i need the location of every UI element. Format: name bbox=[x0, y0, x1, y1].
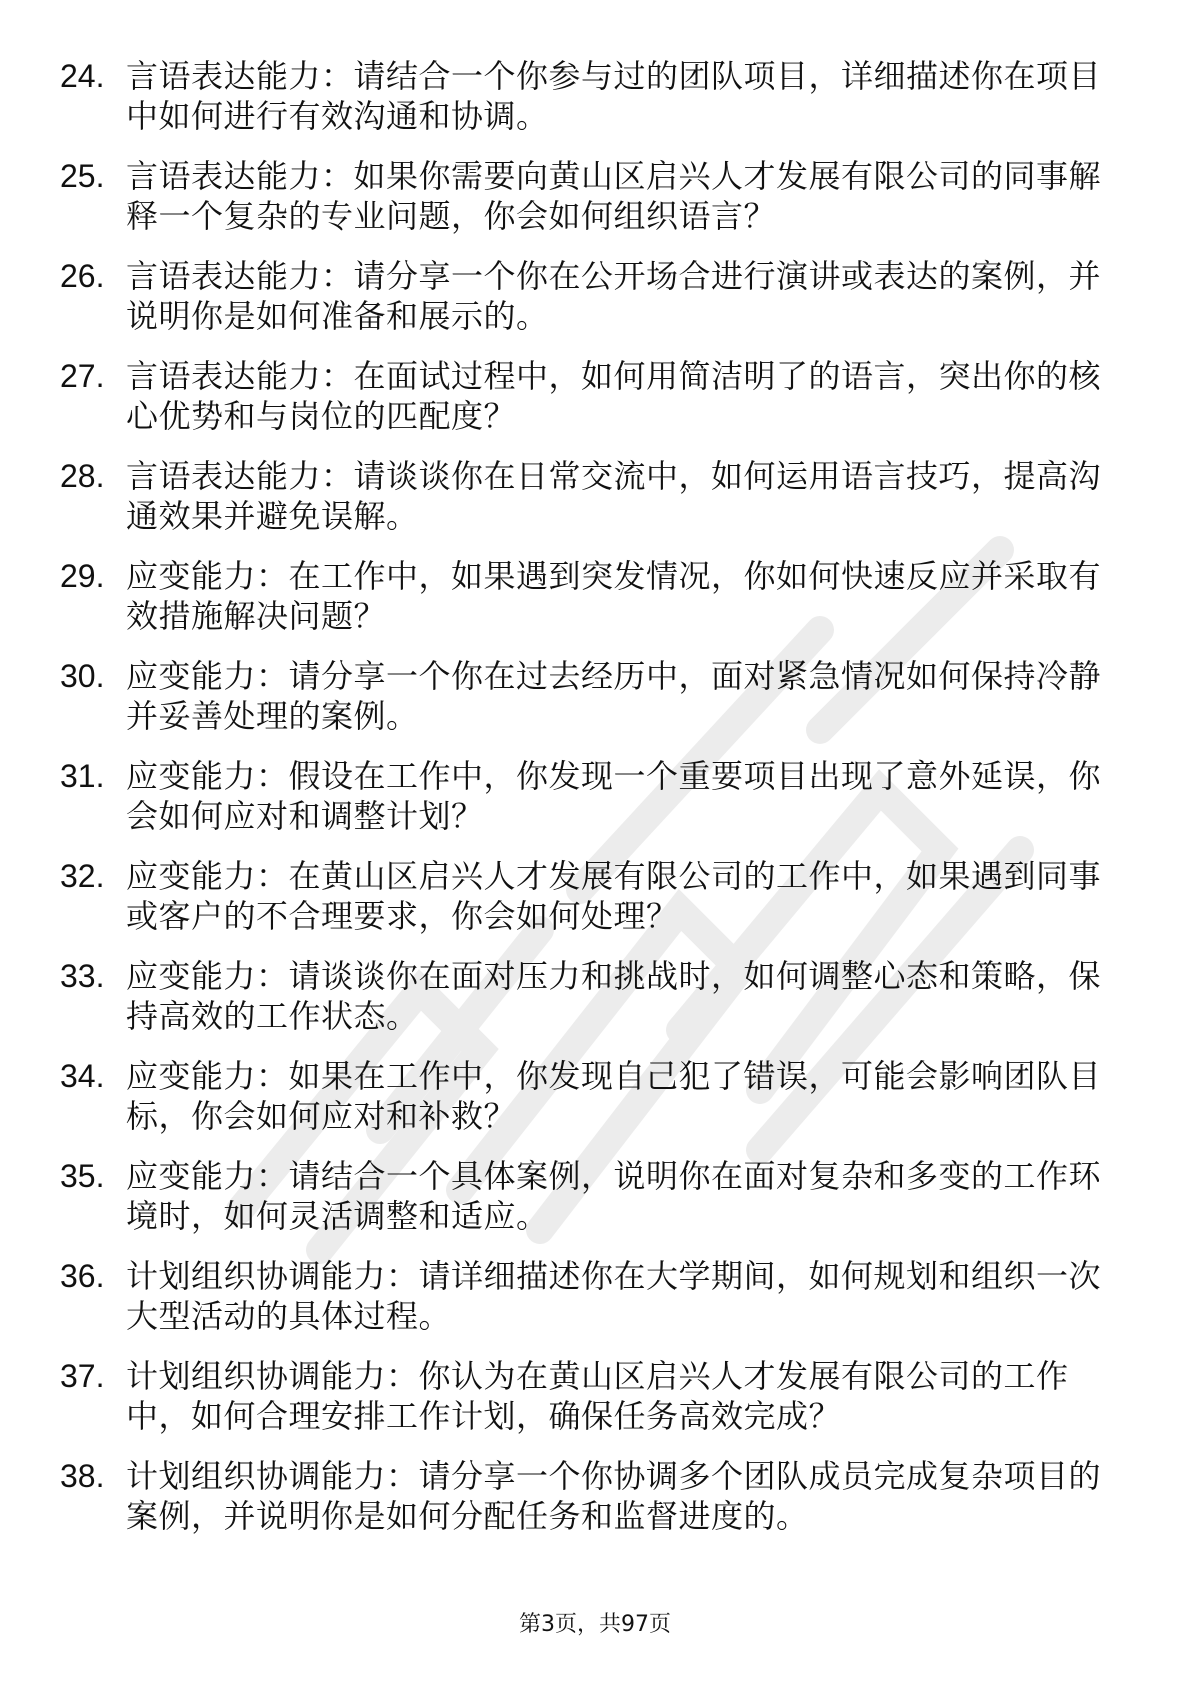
question-number: 34. bbox=[60, 1058, 105, 1094]
question-text: 计划组织协调能力：请分享一个你协调多个团队成员完成复杂项目的案例，并说明你是如何分配任务和监督进度的。 bbox=[126, 1457, 1102, 1535]
question-text: 应变能力：在黄山区启兴人才发展有限公司的工作中，如果遇到同事或客户的不合理要求，你会如何处理？ bbox=[126, 857, 1102, 935]
question-text: 应变能力：请结合一个具体案例，说明你在面对复杂和多变的工作环境时，如何灵活调整和适应。 bbox=[126, 1157, 1102, 1235]
question-number: 33. bbox=[60, 958, 105, 994]
question-text: 言语表达能力：请分享一个你在公开场合进行演讲或表达的案例，并说明你是如何准备和展示的。 bbox=[126, 257, 1102, 335]
question-number: 27. bbox=[60, 358, 105, 394]
question-item bbox=[60, 252, 1120, 352]
question-text: 计划组织协调能力：请详细描述你在大学期间，如何规划和组织一次大型活动的具体过程。 bbox=[126, 1257, 1102, 1335]
question-text: 言语表达能力：如果你需要向黄山区启兴人才发展有限公司的同事解释一个复杂的专业问题，你会如何组织语言？ bbox=[126, 157, 1102, 235]
question-text: 应变能力：如果在工作中，你发现自己犯了错误，可能会影响团队目标，你会如何应对和补救？ bbox=[126, 1057, 1102, 1135]
question-number: 37. bbox=[60, 1358, 105, 1394]
question-number: 25. bbox=[60, 158, 105, 194]
question-number: 26. bbox=[60, 258, 105, 294]
question-number: 29. bbox=[60, 558, 105, 594]
question-item bbox=[60, 1252, 1120, 1352]
question-item bbox=[60, 452, 1120, 552]
question-number: 32. bbox=[60, 858, 105, 894]
question-item bbox=[60, 1052, 1120, 1152]
question-item bbox=[60, 552, 1120, 652]
page-footer: 第3页，共97页 bbox=[519, 1612, 671, 1637]
question-item bbox=[60, 152, 1120, 252]
question-text: 应变能力：请谈谈你在面对压力和挑战时，如何调整心态和策略，保持高效的工作状态。 bbox=[126, 957, 1102, 1035]
question-number: 28. bbox=[60, 458, 105, 494]
question-item bbox=[60, 752, 1120, 852]
question-item bbox=[60, 52, 1120, 152]
question-number: 31. bbox=[60, 758, 105, 794]
question-text: 言语表达能力：请谈谈你在日常交流中，如何运用语言技巧，提高沟通效果并避免误解。 bbox=[126, 457, 1102, 535]
question-text: 言语表达能力：在面试过程中，如何用简洁明了的语言，突出你的核心优势和与岗位的匹配度？ bbox=[126, 357, 1102, 435]
question-number: 35. bbox=[60, 1158, 105, 1194]
question-item bbox=[60, 852, 1120, 952]
question-item bbox=[60, 1452, 1120, 1552]
question-item bbox=[60, 1352, 1120, 1452]
question-item bbox=[60, 1152, 1120, 1252]
question-item bbox=[60, 952, 1120, 1052]
question-number: 30. bbox=[60, 658, 105, 694]
question-text: 言语表达能力：请结合一个你参与过的团队项目，详细描述你在项目中如何进行有效沟通和协调。 bbox=[126, 57, 1102, 135]
question-item bbox=[60, 652, 1120, 752]
question-text: 应变能力：假设在工作中，你发现一个重要项目出现了意外延误，你会如何应对和调整计划？ bbox=[126, 757, 1102, 835]
question-text: 计划组织协调能力：你认为在黄山区启兴人才发展有限公司的工作中，如何合理安排工作计划，确保任务高效完成？ bbox=[126, 1357, 1069, 1435]
question-number: 24. bbox=[60, 58, 105, 94]
question-text: 应变能力：请分享一个你在过去经历中，面对紧急情况如何保持冷静并妥善处理的案例。 bbox=[126, 657, 1102, 735]
question-item bbox=[60, 352, 1120, 452]
question-list bbox=[60, 52, 1120, 1552]
question-text: 应变能力：在工作中，如果遇到突发情况，你如何快速反应并采取有效措施解决问题？ bbox=[126, 557, 1102, 635]
question-number: 38. bbox=[60, 1458, 105, 1494]
question-number: 36. bbox=[60, 1258, 105, 1294]
